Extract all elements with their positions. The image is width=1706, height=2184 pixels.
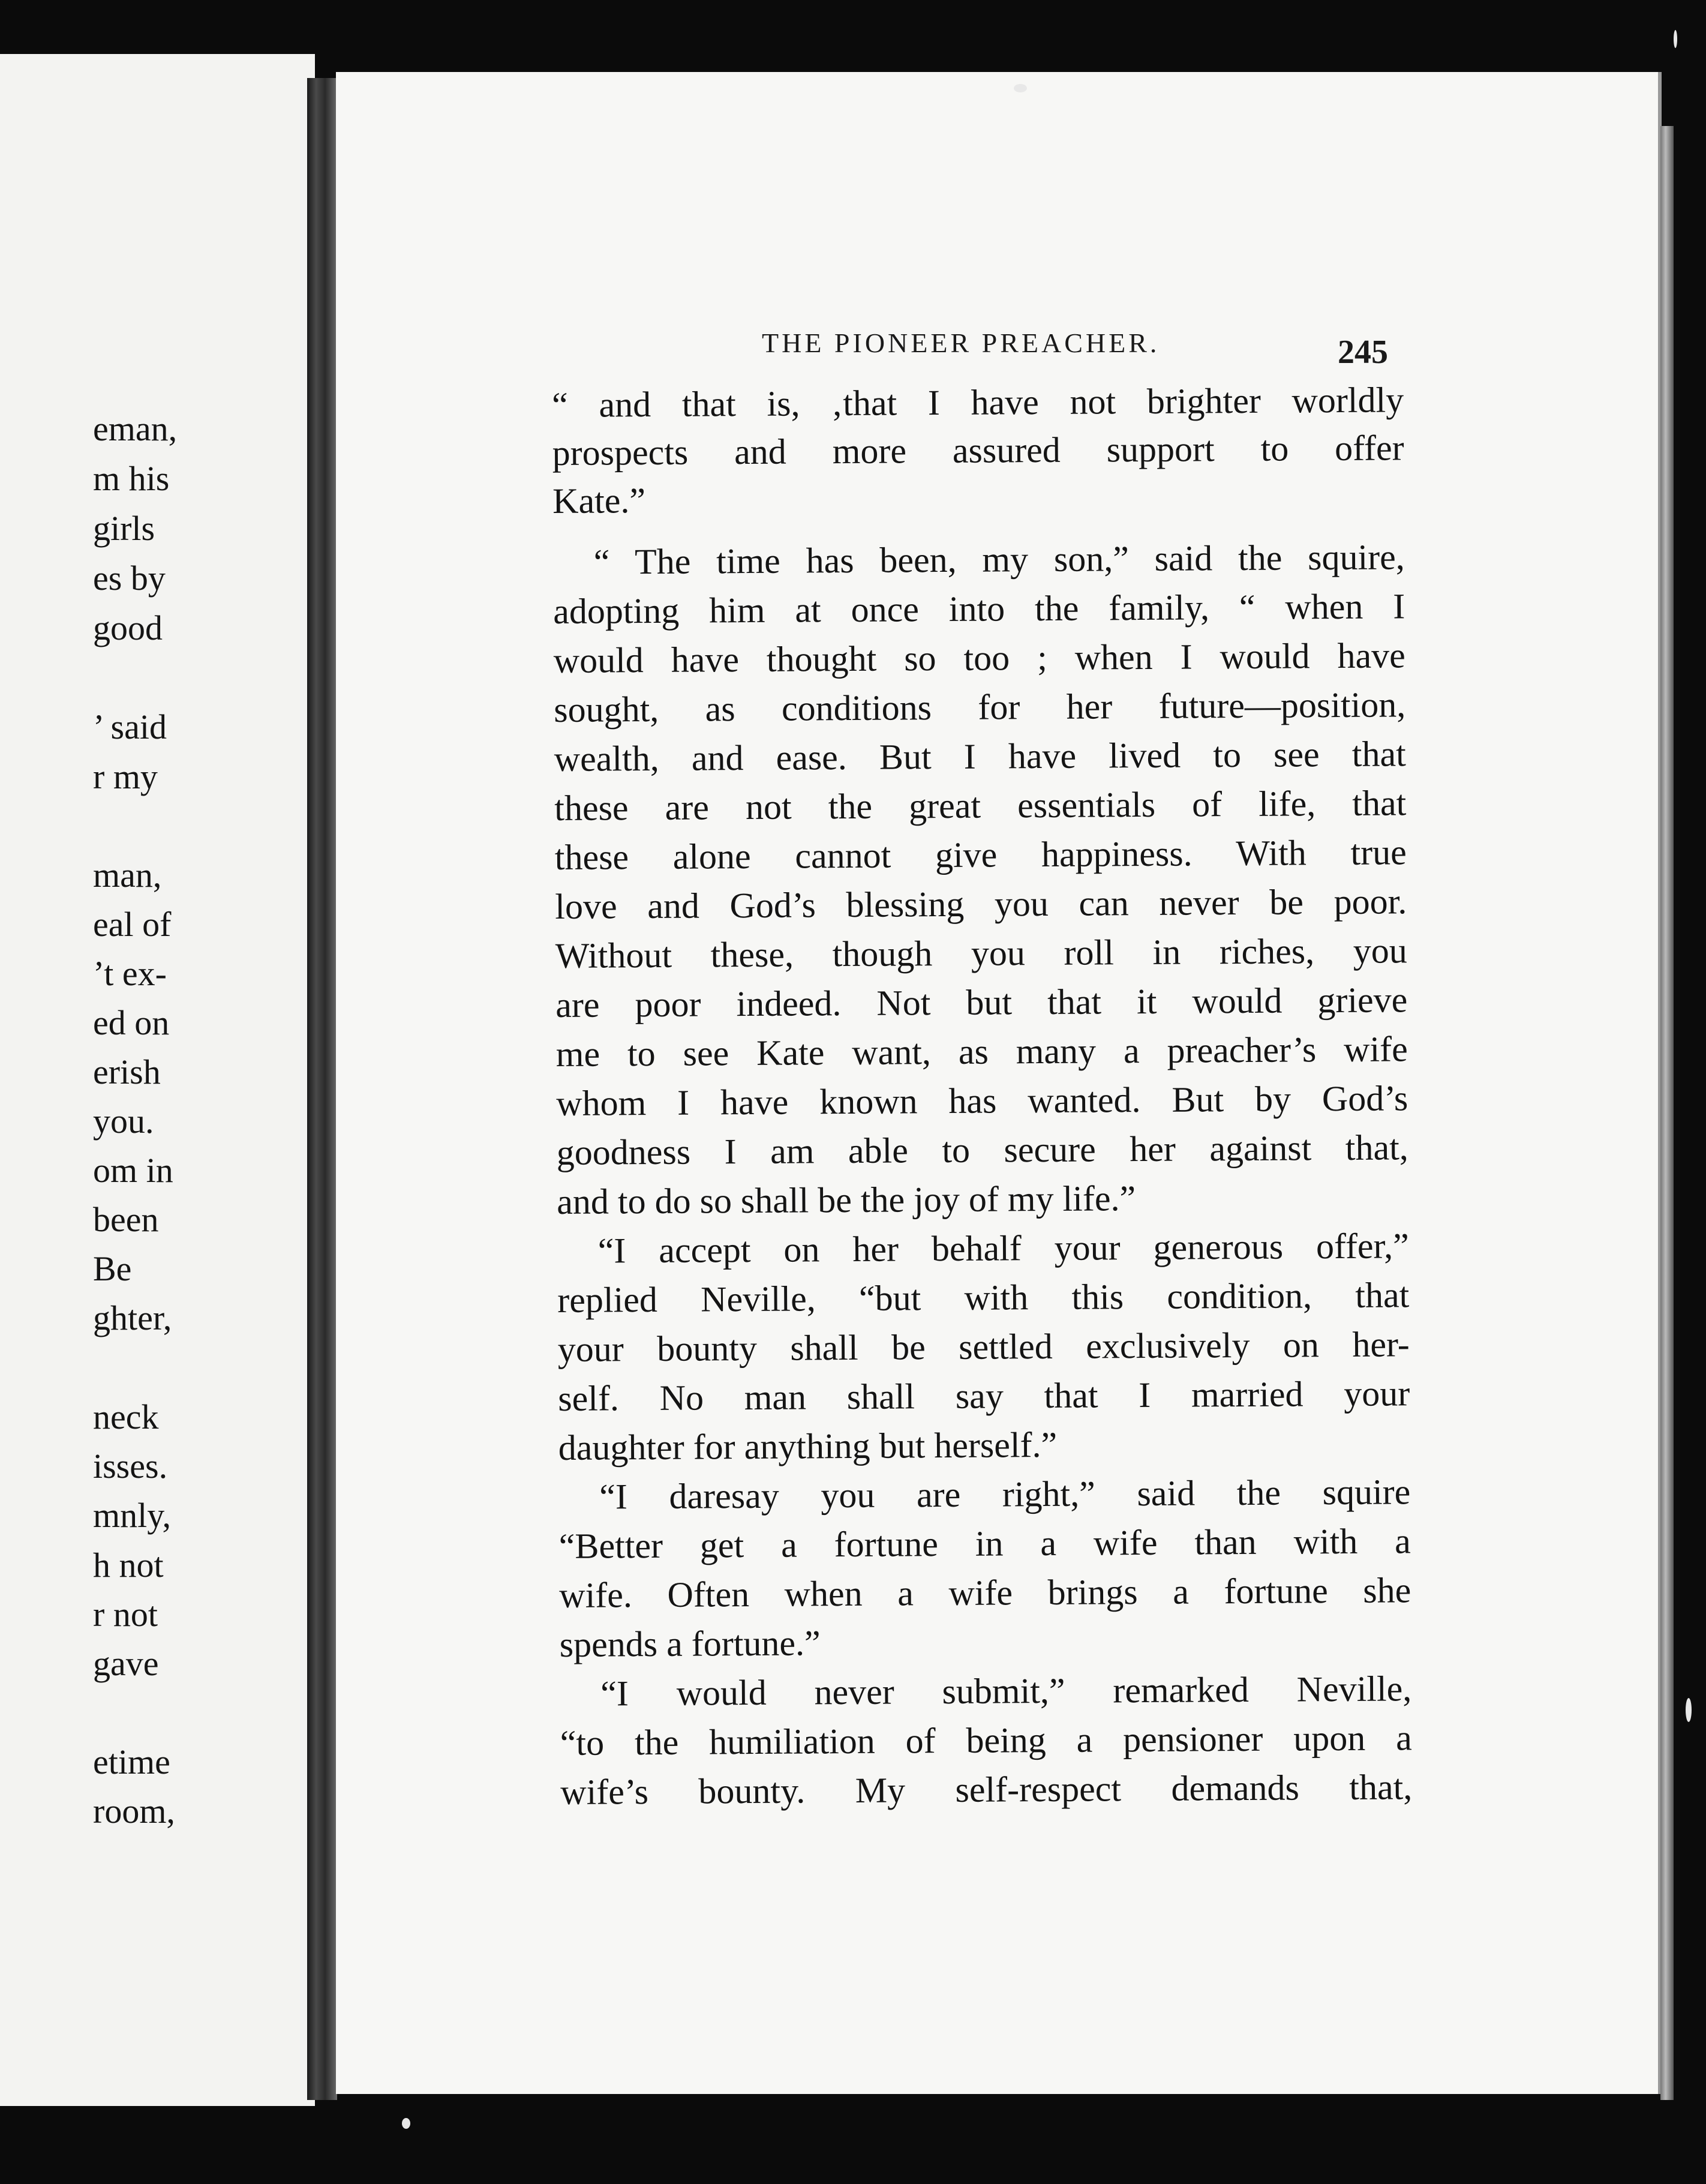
text-line: goodness I am able to secure her against that, <box>556 1127 1408 1172</box>
facing-page-fragment: isses. <box>93 1447 168 1486</box>
facing-page-fragment: r not <box>93 1595 158 1634</box>
text-line: wealth, and ease. But I have lived to see that <box>554 734 1406 779</box>
facing-page-fragment: eal of <box>93 905 172 944</box>
facing-page-fragment: room, <box>93 1792 175 1831</box>
facing-page-fragment: mnly, <box>93 1496 171 1535</box>
text-line: wife’s bounty. My self-respect demands that, <box>560 1767 1413 1812</box>
text-line: wife. Often when a wife brings a fortune she <box>559 1570 1411 1615</box>
facing-page-fragment: man, <box>93 856 162 895</box>
text-line: sought, as conditions for her future—position, <box>554 685 1406 730</box>
page-number: 245 <box>1338 334 1388 371</box>
facing-page-fragment: r my <box>93 757 158 796</box>
text-line: “ The time has been, my son,” said the squire, <box>593 537 1405 582</box>
text-line: “Better get a fortune in a wife than with a <box>558 1521 1411 1566</box>
text-line: Kate.” <box>552 481 646 521</box>
text-line: “I daresay you are right,” said the squire <box>599 1472 1411 1517</box>
text-line: daughter for anything but herself.” <box>558 1424 1058 1468</box>
scan-speck <box>402 2118 410 2129</box>
facing-page-fragment: you. <box>93 1102 154 1141</box>
facing-page-fragment: ’ said <box>93 707 167 746</box>
facing-page-fragment: eman, <box>93 409 178 448</box>
running-head: THE PIONEER PREACHER. <box>762 328 1160 358</box>
facing-page-fragment: om in <box>93 1151 173 1190</box>
scan-speck <box>1686 1698 1692 1722</box>
facing-page-fragment: girls <box>93 509 155 548</box>
text-line: these alone cannot give happiness. With true <box>554 832 1407 877</box>
text-line: whom I have known has wanted. But by God’s <box>556 1078 1408 1123</box>
facing-page-fragment: es by <box>93 559 166 598</box>
text-line: and to do so shall be the joy of my life.” <box>557 1178 1136 1222</box>
facing-page-fragment: m his <box>93 459 170 498</box>
text-line: “to the humiliation of being a pensioner upon a <box>560 1718 1412 1763</box>
facing-page-fragment: ed on <box>93 1003 170 1042</box>
text-line: self. No man shall say that I married your <box>558 1373 1410 1418</box>
facing-page-fragment: good <box>93 608 163 647</box>
scan-speck <box>1674 30 1677 48</box>
text-line: Without these, though you roll in riches, you <box>555 931 1407 976</box>
text-line: your bounty shall be settled exclusively on her- <box>557 1324 1410 1369</box>
text-line: would have thought so too ; when I would have <box>553 635 1405 680</box>
facing-page-fragment: neck <box>93 1397 159 1436</box>
text-line: replied Neville, “but with this condition, that <box>557 1275 1410 1320</box>
facing-page-fragment: been <box>93 1200 159 1239</box>
facing-page-fragment: gave <box>93 1644 159 1683</box>
facing-page <box>0 54 315 2106</box>
facing-page-fragment: etime <box>93 1742 170 1781</box>
text-line: these are not the great essentials of life, that <box>554 783 1407 828</box>
text-line: spends a fortune.” <box>559 1623 821 1664</box>
book-gutter <box>307 78 337 2100</box>
facing-page-fragment: ’t ex- <box>93 954 167 993</box>
text-line: love and God’s blessing you can never be poor. <box>555 881 1407 926</box>
scan-speck <box>1014 84 1027 92</box>
facing-page-fragment: Be <box>93 1249 132 1288</box>
page-edge <box>1660 126 1674 2100</box>
text-line: “I would never submit,” remarked Neville, <box>600 1669 1412 1714</box>
text-line: “I accept on her behalf your generous offer,” <box>597 1226 1409 1271</box>
text-line: prospects and more assured support to offer <box>552 428 1404 473</box>
facing-page-fragment: erish <box>93 1052 161 1091</box>
text-line: are poor indeed. Not but that it would grieve <box>555 980 1408 1025</box>
facing-page-fragment: h not <box>93 1546 164 1585</box>
facing-page-fragment: ghter, <box>93 1298 172 1337</box>
text-line: “ and that is, ‚that I have not brighter worldly <box>551 380 1404 425</box>
text-line: me to see Kate want, as many a preacher’s wife <box>555 1029 1408 1074</box>
text-line: adopting him at once into the family, “ when I <box>553 586 1405 631</box>
